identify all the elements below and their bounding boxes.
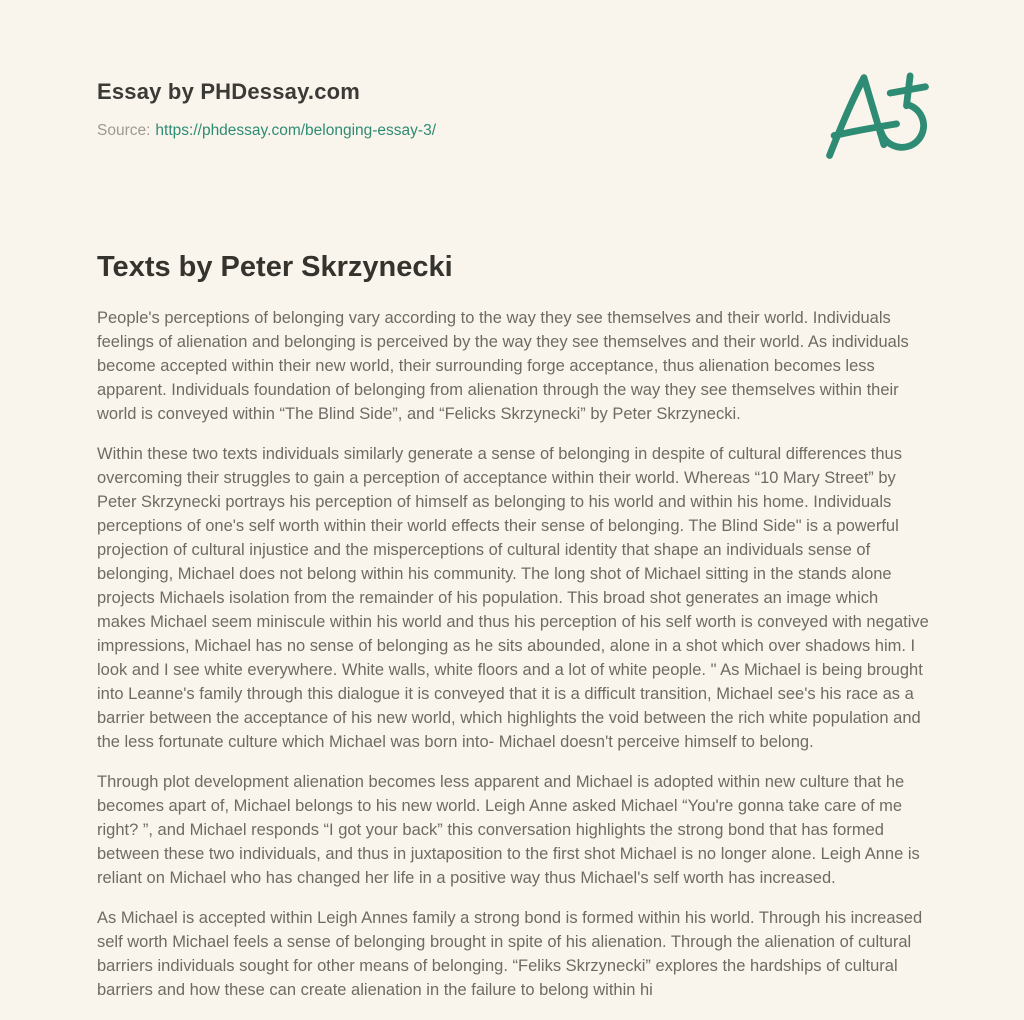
source-link[interactable]: https://phdessay.com/belonging-essay-3/: [155, 122, 437, 139]
header-text: [97, 72, 436, 140]
source-label: Source:: [97, 122, 151, 139]
essay-title: Texts by Peter Skrzynecki: [97, 251, 453, 283]
source-line: [97, 122, 436, 140]
site-title: Essay by PHDessay.com: [97, 79, 361, 104]
essay-paragraph-3: Through plot development alienation becomes less apparent and Michael is adopted within new culture that he becomes apart of, Michael belongs to his new world. Leigh Anne asked Michael “You're gonna take care of me right? ”, and Michael responds “I got your back” this conversation highlights the strong bond that has formed between these two individuals, and thus in juxtaposition to the first shot Michael is no longer alone. Leigh Anne is reliant on Michael who has changed her life in a positive way thus Michael's self worth has increased.: [97, 773, 920, 887]
essay-paragraph-2: Within these two texts individuals similarly generate a sense of belonging in despite of cultural differences thus overcoming their struggles to gain a perception of acceptance within their world. Whereas “10 Mary Street” by Peter Skrzynecki portrays his perception of himself as belonging to his world and within his home. Individuals perceptions of one's self worth within their world effects their sense of belonging. The Blind Side" is a powerful projection of cultural injustice and the misperceptions of cultural identity that shape an individuals sense of belonging, Michael does not belong within his community. The long shot of Michael sitting in the stands alone projects Michaels isolation from the remainder of his population. This broad shot generates an image which makes Michael seem miniscule within his world and thus his perception of his self worth is conveyed with negative impressions, Michael has no sense of belonging as he sits abounded, alone in a shot which over shadows him. I look and I see white everywhere. White walls, white floors and a lot of white people. " As Michael is being brought into Leanne's family through this dialogue it is conveyed that it is a difficult transition, Michael see's his race as a barrier between the acceptance of his new world, which highlights the void between the rich white population and the less fortunate culture which Michael was born into- Michael doesn't perceive himself to belong.: [97, 445, 929, 751]
a-plus-logo-icon: [816, 62, 930, 164]
essay-paragraph-1: People's perceptions of belonging vary according to the way they see themselves and their world. Individuals feelings of alienation and belonging is perceived by the way they see themselves and their world. As individuals become accepted within their new world, their surrounding forge acceptance, thus alienation becomes less apparent. Individuals foundation of belonging from alienation through the way they see themselves within their world is conveyed within “The Blind Side”, and “Felicks Skrzynecki” by Peter Skrzynecki.: [97, 309, 909, 423]
page-header: [97, 72, 930, 164]
essay-paragraph-4: As Michael is accepted within Leigh Annes family a strong bond is formed within his world. Through his increased self worth Michael feels a sense of belonging brought in spite of his alienation. Through the alienation of cultural barriers individuals sought for other means of belonging. “Feliks Skrzynecki” explores the hardships of cultural barriers and how these can create alienation in the failure to belong within hi: [97, 909, 923, 999]
